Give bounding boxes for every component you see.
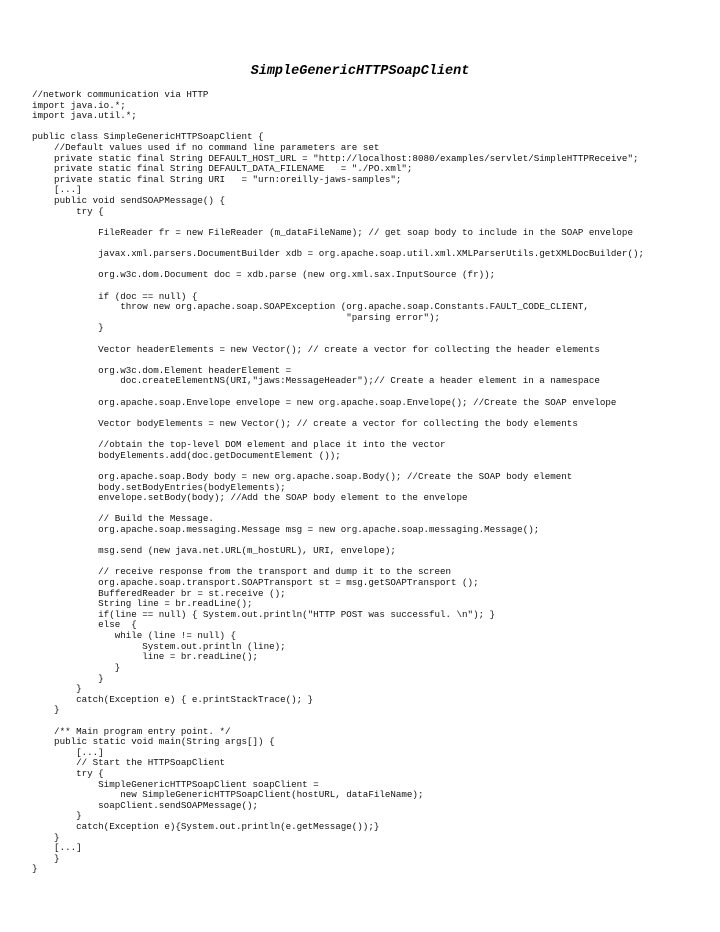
- code-line: bodyElements.add(doc.getDocumentElement ());: [32, 449, 341, 461]
- code-line: }: [32, 672, 104, 684]
- code-line: public class SimpleGenericHTTPSoapClient {: [32, 131, 264, 143]
- code-line: private static final String URI = "urn:oreilly-jaws-samples";: [32, 173, 402, 185]
- code-line: [...]: [32, 184, 82, 196]
- code-line: }: [32, 704, 60, 716]
- code-line: doc.createElementNS(URI,"jaws:MessageHeader");// Create a header element in a namespace: [32, 375, 600, 387]
- code-line: // Build the Message.: [32, 513, 214, 525]
- code-line: msg.send (new java.net.URL(m_hostURL), URI, envelope);: [32, 545, 396, 557]
- code-line: import java.util.*;: [32, 110, 137, 122]
- code-line: org.w3c.dom.Document doc = xdb.parse (new org.xml.sax.InputSource (fr));: [32, 269, 496, 281]
- code-line: if(line == null) { System.out.println("HTTP POST was successful. \n"); }: [32, 608, 496, 620]
- code-line: [32, 281, 644, 292]
- code-line: private static final String DEFAULT_DATA_FILENAME = "./PO.xml";: [32, 163, 413, 175]
- code-line: }: [32, 661, 121, 673]
- code-line: org.w3c.dom.Element headerElement =: [32, 364, 292, 376]
- code-line: org.apache.soap.Body body = new org.apache.soap.Body(); //Create the SOAP body element: [32, 470, 573, 482]
- code-line: SimpleGenericHTTPSoapClient soapClient =: [32, 778, 319, 790]
- code-line: }: [32, 683, 82, 695]
- code-line: soapClient.sendSOAPMessage();: [32, 799, 259, 811]
- code-line: BufferedReader br = st.receive ();: [32, 587, 286, 599]
- code-line: FileReader fr = new FileReader (m_dataFileName); // get soap body to include in the SOAP envelope: [32, 226, 633, 238]
- code-line: }: [32, 863, 38, 875]
- code-line: }: [32, 852, 60, 864]
- code-line: "parsing error");: [32, 311, 440, 323]
- document-title: SimpleGenericHTTPSoapClient: [250, 64, 470, 79]
- code-line: try {: [32, 205, 104, 217]
- code-line: envelope.setBody(body); //Add the SOAP body element to the envelope: [32, 492, 468, 504]
- code-line: String line = br.readLine();: [32, 598, 253, 610]
- code-line: org.apache.soap.Envelope envelope = new org.apache.soap.Envelope(); //Create the SOAP envelope: [32, 396, 617, 408]
- code-line: [32, 716, 644, 727]
- code-line: }: [32, 831, 60, 843]
- code-line: //Default values used if no command line parameters are set: [32, 142, 380, 154]
- code-line: // Start the HTTPSoapClient: [32, 757, 225, 769]
- code-line: [...]: [32, 842, 82, 854]
- code-line: while (line != null) {: [32, 630, 236, 642]
- code-line: Vector headerElements = new Vector(); // create a vector for collecting the header elements: [32, 343, 600, 355]
- code-line: line = br.readLine();: [32, 651, 259, 663]
- code-line: }: [32, 810, 82, 822]
- code-line: // receive response from the transport and dump it to the screen: [32, 566, 452, 578]
- code-line: [...]: [32, 746, 104, 758]
- code-line: else {: [32, 619, 137, 631]
- code-line: Vector bodyElements = new Vector(); // create a vector for collecting the body elements: [32, 417, 578, 429]
- code-line: }: [32, 322, 104, 334]
- code-listing: [32, 90, 644, 875]
- code-line: catch(Exception e){System.out.println(e.getMessage());}: [32, 821, 380, 833]
- code-line: if (doc == null) {: [32, 290, 198, 302]
- code-line: //obtain the top-level DOM element and place it into the vector: [32, 439, 446, 451]
- code-line: org.apache.soap.messaging.Message msg = new org.apache.soap.messaging.Message();: [32, 523, 540, 535]
- code-line: throw new org.apache.soap.SOAPException (org.apache.soap.Constants.FAULT_CODE_CLIENT,: [32, 301, 589, 313]
- code-line: private static final String DEFAULT_HOST_URL = "http://localhost:8080/examples/servlet/SimpleHTTPReceive";: [32, 152, 639, 164]
- code-line: org.apache.soap.transport.SOAPTransport st = msg.getSOAPTransport ();: [32, 577, 479, 589]
- code-line: System.out.println (line);: [32, 640, 286, 652]
- code-line: import java.io.*;: [32, 99, 126, 111]
- code-line: catch(Exception e) { e.printStackTrace(); }: [32, 693, 314, 705]
- code-line: public static void main(String args[]) {: [32, 736, 275, 748]
- code-line: body.setBodyEntries(bodyElements);: [32, 481, 286, 493]
- code-line: javax.xml.parsers.DocumentBuilder xdb = org.apache.soap.util.xml.XMLParserUtils.getXMLDocBuilder();: [32, 248, 644, 260]
- code-line: /** Main program entry point. */: [32, 725, 231, 737]
- code-line: new SimpleGenericHTTPSoapClient(hostURL, dataFileName);: [32, 789, 424, 801]
- code-line: try {: [32, 768, 104, 779]
- code-line: //network communication via HTTP: [32, 89, 209, 100]
- code-line: public void sendSOAPMessage() {: [32, 195, 225, 207]
